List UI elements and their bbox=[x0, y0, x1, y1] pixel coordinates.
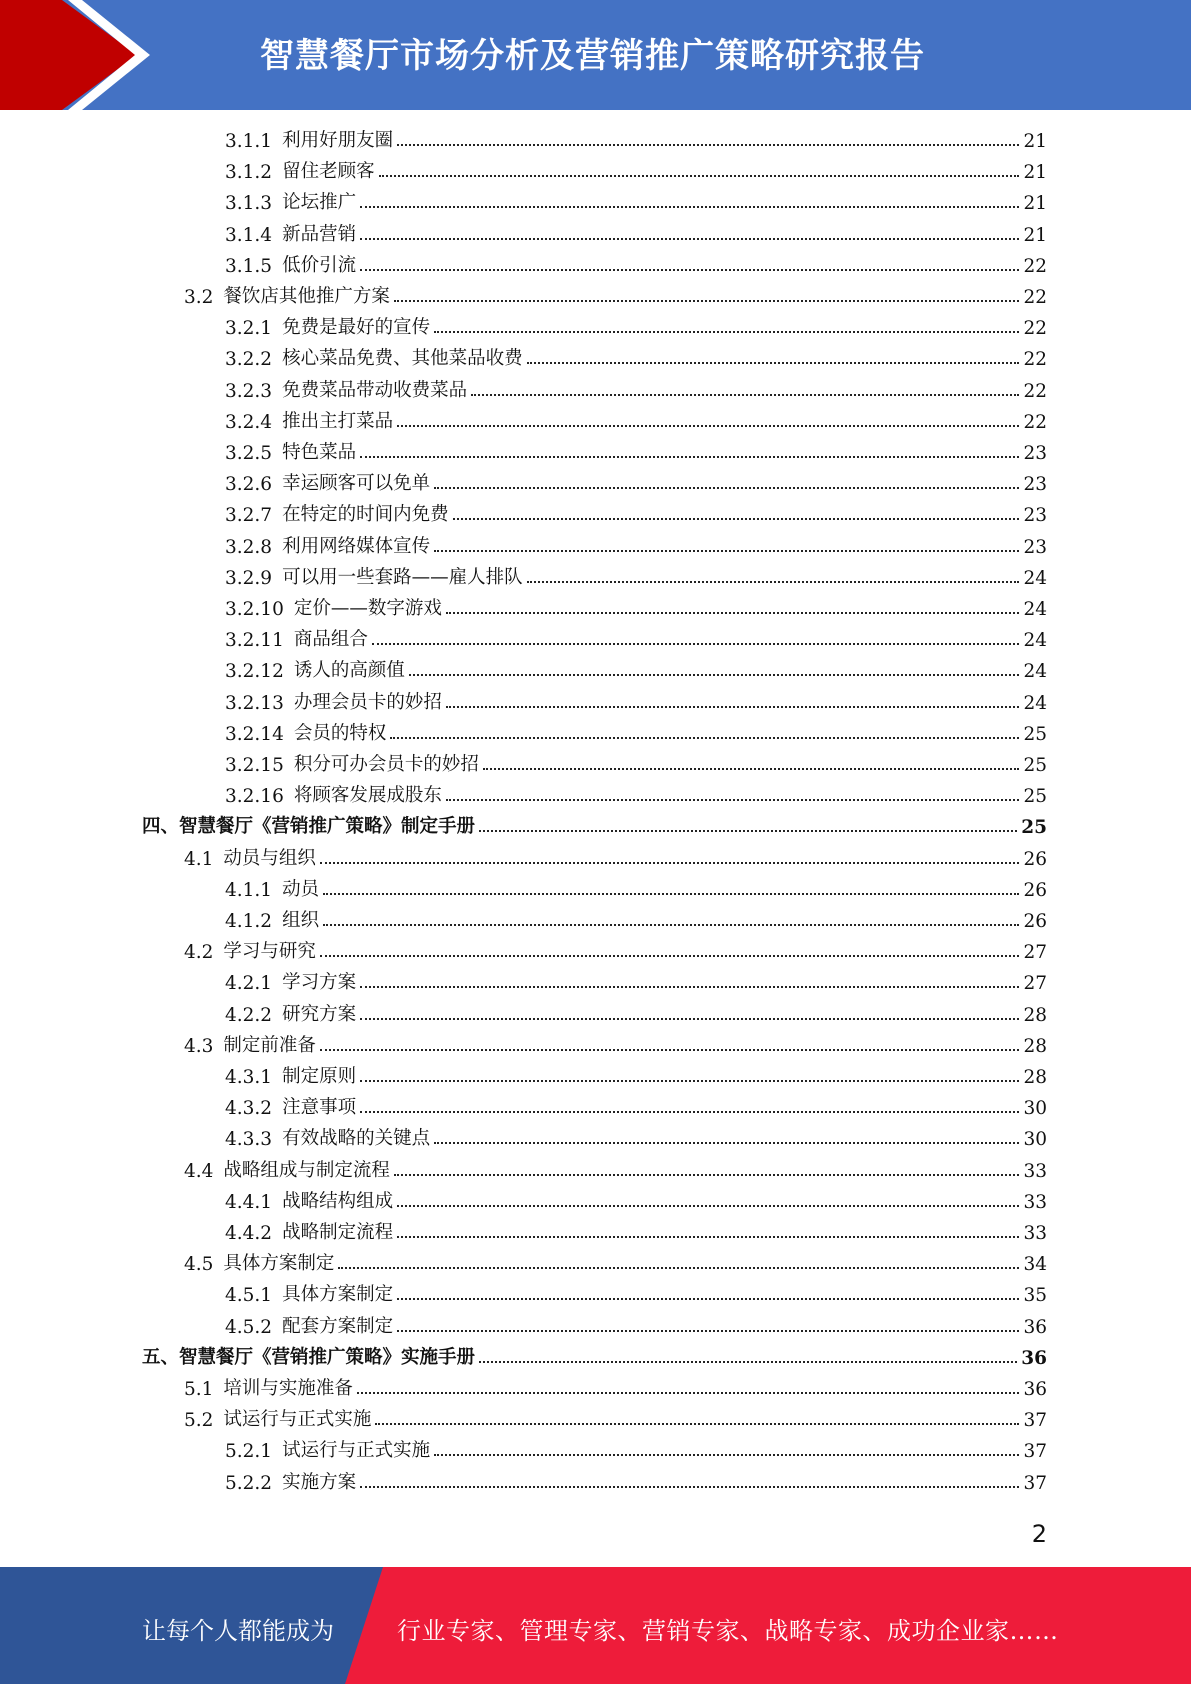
page-footer bbox=[0, 1567, 1191, 1684]
toc-entry[interactable] bbox=[184, 282, 1047, 308]
toc-entry-number: 4.3.1 bbox=[225, 1067, 273, 1088]
toc-entry-number: 3.1.5 bbox=[225, 255, 273, 277]
toc-entry-page: 25 bbox=[1023, 723, 1047, 745]
toc-entry-number: 5.2 bbox=[184, 1410, 214, 1432]
toc-entry[interactable] bbox=[184, 1031, 1047, 1057]
toc-entry-page: 23 bbox=[1023, 505, 1047, 527]
toc-entry-title: 有效战略的关键点 bbox=[282, 1128, 431, 1150]
toc-entry-title: 制定原则 bbox=[282, 1066, 357, 1087]
toc-leader-dots bbox=[375, 1423, 1019, 1425]
toc-entry-page: 36 bbox=[1023, 1316, 1047, 1338]
toc-entry-title: 战略组成与制定流程 bbox=[223, 1159, 390, 1181]
toc-entry-page: 23 bbox=[1023, 536, 1047, 558]
toc-entry-page: 37 bbox=[1023, 1410, 1047, 1432]
toc-entry-number: 3.2.16 bbox=[225, 786, 284, 808]
toc-leader-dots bbox=[434, 487, 1019, 489]
toc-leader-dots bbox=[434, 550, 1019, 552]
toc-entry-number: 4.3 bbox=[184, 1035, 214, 1057]
toc-leader-dots bbox=[397, 1298, 1019, 1300]
toc-entry[interactable] bbox=[184, 1405, 1047, 1431]
toc-entry[interactable] bbox=[225, 1436, 1047, 1462]
toc-leader-dots bbox=[360, 1111, 1019, 1113]
toc-entry-title: 可以用一些套路——雇人排队 bbox=[282, 566, 523, 588]
toc-entry[interactable] bbox=[225, 1468, 1047, 1494]
toc-entry[interactable] bbox=[225, 968, 1047, 994]
toc-entry[interactable] bbox=[225, 875, 1047, 901]
toc-entry[interactable] bbox=[225, 438, 1047, 464]
toc-entry[interactable] bbox=[225, 1062, 1047, 1088]
toc-leader-dots bbox=[360, 1018, 1019, 1020]
toc-entry-page: 28 bbox=[1023, 1067, 1047, 1088]
toc-entry-page: 21 bbox=[1023, 193, 1047, 215]
toc-entry-title: 积分可办会员卡的妙招 bbox=[293, 754, 479, 775]
toc-entry-number: 4.3.2 bbox=[225, 1098, 273, 1120]
toc-entry[interactable] bbox=[225, 1312, 1047, 1338]
toc-leader-dots bbox=[527, 581, 1020, 583]
toc-entry[interactable] bbox=[184, 1156, 1047, 1182]
toc-entry-title: 制定前准备 bbox=[223, 1034, 316, 1056]
toc-leader-dots bbox=[360, 238, 1019, 240]
toc-leader-dots bbox=[397, 1330, 1019, 1332]
page-number: 2 bbox=[1031, 1520, 1047, 1548]
toc-entry-page: 21 bbox=[1023, 224, 1047, 246]
toc-entry-page: 26 bbox=[1023, 848, 1047, 870]
toc-leader-dots bbox=[390, 737, 1019, 739]
toc-leader-dots bbox=[397, 425, 1019, 427]
footer-roles: 行业专家、管理专家、营销专家、战略专家、成功企业家…… bbox=[397, 1617, 1059, 1645]
toc-leader-dots bbox=[372, 643, 1020, 645]
toc-entry-page: 22 bbox=[1023, 318, 1047, 340]
toc-entry-title: 核心菜品免费、其他菜品收费 bbox=[282, 348, 523, 370]
toc-entry-page: 24 bbox=[1023, 599, 1047, 620]
toc-entry-page: 30 bbox=[1023, 1129, 1047, 1151]
toc-entry-title: 动员 bbox=[282, 878, 320, 900]
toc-entry-number: 4.5.1 bbox=[225, 1285, 273, 1307]
toc-entry-page: 34 bbox=[1023, 1254, 1047, 1276]
toc-leader-dots bbox=[446, 706, 1020, 708]
toc-entry-page: 37 bbox=[1023, 1441, 1047, 1463]
toc-entry-page: 24 bbox=[1023, 661, 1047, 683]
toc-entry-title: 商品组合 bbox=[293, 629, 368, 651]
toc-entry[interactable] bbox=[225, 500, 1047, 526]
toc-entry-page: 21 bbox=[1023, 131, 1047, 152]
toc-entry[interactable] bbox=[225, 532, 1047, 558]
toc-leader-dots bbox=[397, 144, 1019, 146]
toc-entry-number: 4.4 bbox=[184, 1160, 214, 1182]
toc-leader-dots bbox=[320, 955, 1020, 957]
toc-entry-page: 24 bbox=[1023, 692, 1047, 714]
toc-leader-dots bbox=[323, 893, 1019, 895]
toc-leader-dots bbox=[320, 862, 1020, 864]
toc-entry[interactable] bbox=[225, 750, 1047, 776]
toc-entry-page: 33 bbox=[1023, 1191, 1047, 1213]
toc-entry[interactable] bbox=[225, 313, 1047, 339]
toc-leader-dots bbox=[453, 518, 1020, 520]
toc-entry-page: 21 bbox=[1023, 162, 1047, 184]
toc-entry-title: 配套方案制定 bbox=[282, 1315, 394, 1337]
toc-entry-title: 研究方案 bbox=[282, 1003, 357, 1025]
toc-entry[interactable] bbox=[225, 1218, 1047, 1244]
toc-entry-number: 3.2.12 bbox=[225, 661, 284, 683]
toc-entry-number: 3.2.4 bbox=[225, 411, 273, 433]
toc-entry-title: 学习与研究 bbox=[223, 941, 316, 963]
toc-entry-number: 3.2.7 bbox=[225, 505, 273, 527]
toc-entry[interactable] bbox=[225, 251, 1047, 277]
toc-leader-dots bbox=[338, 1267, 1019, 1269]
toc-entry-title: 四、智慧餐厅《营销推广策略》制定手册 bbox=[142, 816, 476, 838]
toc-leader-dots bbox=[479, 830, 1017, 832]
toc-entry[interactable] bbox=[225, 563, 1047, 589]
toc-entry[interactable] bbox=[225, 220, 1047, 246]
toc-entry-title: 战略结构组成 bbox=[282, 1190, 394, 1212]
toc-entry-number: 4.5.2 bbox=[225, 1316, 273, 1338]
toc-entry-title: 新品营销 bbox=[282, 223, 357, 245]
toc-entry-page: 28 bbox=[1023, 1035, 1047, 1057]
toc-entry-number: 3.2.2 bbox=[225, 349, 273, 371]
toc-entry[interactable] bbox=[142, 812, 1047, 838]
toc-entry[interactable] bbox=[225, 376, 1047, 402]
toc-entry-page: 36 bbox=[1023, 1379, 1047, 1400]
toc-entry-title: 餐饮店其他推广方案 bbox=[223, 286, 390, 307]
toc-entry-number: 4.4.1 bbox=[225, 1191, 273, 1213]
toc-entry-title: 利用网络媒体宣传 bbox=[282, 535, 431, 557]
toc-entry[interactable] bbox=[225, 625, 1047, 651]
toc-entry[interactable] bbox=[225, 407, 1047, 433]
toc-entry-number: 3.2.9 bbox=[225, 567, 273, 589]
chevron-logo bbox=[0, 0, 200, 110]
toc-entry-number: 4.1 bbox=[184, 848, 214, 870]
toc-leader-dots bbox=[434, 1142, 1019, 1144]
toc-entry-page: 26 bbox=[1023, 911, 1047, 932]
toc-entry[interactable] bbox=[142, 1343, 1047, 1369]
toc-entry-title: 实施方案 bbox=[282, 1471, 357, 1493]
toc-entry-title: 具体方案制定 bbox=[282, 1284, 394, 1306]
toc-entry[interactable] bbox=[184, 1249, 1047, 1275]
toc-entry-page: 22 bbox=[1023, 380, 1047, 402]
toc-entry-page: 28 bbox=[1023, 1004, 1047, 1026]
toc-entry-number: 3.2.8 bbox=[225, 536, 273, 558]
toc-entry-number: 3.2.1 bbox=[225, 318, 273, 340]
toc-entry-page: 24 bbox=[1023, 630, 1047, 652]
toc-entry-title: 战略制定流程 bbox=[282, 1222, 394, 1243]
toc-leader-dots bbox=[357, 1392, 1020, 1394]
toc-leader-dots bbox=[409, 674, 1020, 676]
toc-entry-title: 会员的特权 bbox=[293, 722, 387, 744]
toc-leader-dots bbox=[360, 986, 1019, 988]
toc-entry-page: 25 bbox=[1023, 786, 1047, 808]
toc-leader-dots bbox=[397, 1236, 1019, 1238]
toc-entry-number: 3.2.5 bbox=[225, 443, 273, 464]
toc-entry-number: 3.2.3 bbox=[225, 380, 273, 402]
toc-entry-title: 定价——数字游戏 bbox=[293, 598, 442, 619]
toc-leader-dots bbox=[379, 175, 1020, 177]
toc-leader-dots bbox=[527, 362, 1020, 364]
toc-entry-title: 免费菜品带动收费菜品 bbox=[282, 379, 468, 401]
toc-leader-dots bbox=[360, 456, 1019, 458]
toc-entry-title: 五、智慧餐厅《营销推广策略》实施手册 bbox=[142, 1346, 476, 1368]
toc-entry-number: 3.2.11 bbox=[225, 630, 284, 652]
toc-entry-title: 动员与组织 bbox=[223, 847, 316, 869]
toc-leader-dots bbox=[360, 1486, 1019, 1488]
toc-entry[interactable] bbox=[225, 656, 1047, 682]
toc-leader-dots bbox=[483, 768, 1020, 770]
toc-leader-dots bbox=[446, 612, 1020, 614]
toc-entry-page: 22 bbox=[1023, 411, 1047, 433]
toc-entry-page: 35 bbox=[1023, 1285, 1047, 1307]
toc-leader-dots bbox=[434, 331, 1019, 333]
toc-entry-title: 留住老顾客 bbox=[282, 161, 375, 183]
toc-entry-number: 4.5 bbox=[184, 1254, 214, 1276]
toc-leader-dots bbox=[360, 269, 1019, 271]
page-header bbox=[0, 0, 1191, 110]
toc-entry[interactable] bbox=[225, 1187, 1047, 1213]
toc-entry-page: 23 bbox=[1023, 443, 1047, 464]
toc-entry[interactable] bbox=[225, 126, 1047, 152]
toc-entry-title: 特色菜品 bbox=[282, 442, 357, 463]
toc-leader-dots bbox=[394, 1174, 1020, 1176]
toc-entry-page: 36 bbox=[1021, 1347, 1047, 1369]
toc-entry-number: 4.4.2 bbox=[225, 1223, 273, 1244]
toc-entry-title: 将顾客发展成股东 bbox=[293, 785, 442, 807]
toc-entry-number: 4.2.2 bbox=[225, 1004, 273, 1026]
toc-entry-page: 33 bbox=[1023, 1160, 1047, 1182]
toc-entry[interactable] bbox=[184, 844, 1047, 870]
toc-entry-number: 3.2 bbox=[184, 287, 214, 308]
toc-entry-title: 免费是最好的宣传 bbox=[282, 317, 431, 339]
toc-entry-number: 3.1.2 bbox=[225, 162, 273, 184]
toc-leader-dots bbox=[360, 206, 1019, 208]
toc-entry-number: 3.1.4 bbox=[225, 224, 273, 246]
toc-entry-number: 4.2.1 bbox=[225, 973, 273, 995]
toc-entry-title: 注意事项 bbox=[282, 1097, 357, 1119]
toc-entry-title: 试运行与正式实施 bbox=[282, 1440, 431, 1462]
toc-entry-title: 组织 bbox=[282, 910, 320, 931]
toc-entry[interactable] bbox=[225, 1000, 1047, 1026]
report-title: 智慧餐厅市场分析及营销推广策略研究报告 bbox=[260, 36, 925, 76]
toc-leader-dots bbox=[323, 924, 1019, 926]
toc-entry-number: 3.1.1 bbox=[225, 131, 273, 152]
toc-entry-number: 4.2 bbox=[184, 942, 214, 964]
toc-entry-page: 27 bbox=[1023, 942, 1047, 964]
toc-leader-dots bbox=[434, 1454, 1019, 1456]
toc-entry-title: 具体方案制定 bbox=[223, 1253, 335, 1275]
toc-entry-page: 25 bbox=[1021, 817, 1047, 839]
toc-entry-page: 26 bbox=[1023, 879, 1047, 901]
toc-entry-title: 试运行与正式实施 bbox=[223, 1409, 372, 1431]
toc-leader-dots bbox=[320, 1049, 1020, 1051]
toc-leader-dots bbox=[479, 1361, 1017, 1363]
toc-entry-title: 学习方案 bbox=[282, 972, 357, 994]
toc-entry-title: 幸运顾客可以免单 bbox=[282, 473, 431, 495]
toc-entry-number: 3.1.3 bbox=[225, 193, 273, 215]
toc-entry[interactable] bbox=[225, 157, 1047, 183]
toc-entry-page: 22 bbox=[1023, 287, 1047, 308]
toc-entry-number: 4.1.1 bbox=[225, 879, 273, 901]
toc-entry-title: 论坛推广 bbox=[282, 192, 357, 214]
toc-entry-title: 培训与实施准备 bbox=[223, 1378, 353, 1399]
toc-entry-number: 5.2.1 bbox=[225, 1441, 273, 1463]
toc-entry-number: 5.2.2 bbox=[225, 1472, 273, 1494]
toc-entry-title: 办理会员卡的妙招 bbox=[293, 691, 442, 713]
toc-entry-page: 25 bbox=[1023, 755, 1047, 776]
toc-leader-dots bbox=[360, 1080, 1019, 1082]
toc-entry[interactable] bbox=[225, 781, 1047, 807]
toc-entry[interactable] bbox=[225, 594, 1047, 620]
toc-leader-dots bbox=[471, 394, 1019, 396]
toc-entry[interactable] bbox=[225, 469, 1047, 495]
toc-entry[interactable] bbox=[184, 937, 1047, 963]
toc-entry[interactable] bbox=[225, 688, 1047, 714]
toc-entry-page: 30 bbox=[1023, 1098, 1047, 1120]
toc-entry-number: 5.1 bbox=[184, 1379, 214, 1400]
toc-entry-page: 27 bbox=[1023, 973, 1047, 995]
toc-entry-page: 33 bbox=[1023, 1223, 1047, 1244]
toc-entry-page: 37 bbox=[1023, 1472, 1047, 1494]
toc-entry[interactable] bbox=[225, 1280, 1047, 1306]
toc-entry-number: 3.2.6 bbox=[225, 474, 273, 496]
toc-entry[interactable] bbox=[184, 1374, 1047, 1400]
toc-entry[interactable] bbox=[225, 188, 1047, 214]
toc-entry-page: 24 bbox=[1023, 567, 1047, 589]
toc-entry-page: 22 bbox=[1023, 255, 1047, 277]
toc-leader-dots bbox=[446, 799, 1020, 801]
toc-entry-title: 诱人的高颜值 bbox=[293, 660, 405, 682]
toc-entry-title: 在特定的时间内免费 bbox=[282, 504, 449, 526]
toc-entry[interactable] bbox=[225, 906, 1047, 932]
toc-entry-number: 3.2.14 bbox=[225, 723, 284, 745]
toc-leader-dots bbox=[394, 300, 1020, 302]
toc-entry[interactable] bbox=[225, 344, 1047, 370]
toc-entry[interactable] bbox=[225, 719, 1047, 745]
toc-entry-title: 低价引流 bbox=[282, 254, 357, 276]
toc-entry-number: 4.1.2 bbox=[225, 911, 273, 932]
toc-entry[interactable] bbox=[225, 1124, 1047, 1150]
toc-entry-page: 23 bbox=[1023, 474, 1047, 496]
toc-entry-page: 22 bbox=[1023, 349, 1047, 371]
toc-leader-dots bbox=[397, 1205, 1019, 1207]
toc-entry-number: 3.2.13 bbox=[225, 692, 284, 714]
toc-entry[interactable] bbox=[225, 1093, 1047, 1119]
toc-entry-number: 3.2.15 bbox=[225, 755, 284, 776]
footer-slogan: 让每个人都能成为 bbox=[142, 1617, 334, 1645]
toc-entry-title: 利用好朋友圈 bbox=[282, 130, 394, 151]
toc-entry-number: 4.3.3 bbox=[225, 1129, 273, 1151]
toc-entry-title: 推出主打菜品 bbox=[282, 410, 394, 432]
toc-entry-number: 3.2.10 bbox=[225, 599, 284, 620]
